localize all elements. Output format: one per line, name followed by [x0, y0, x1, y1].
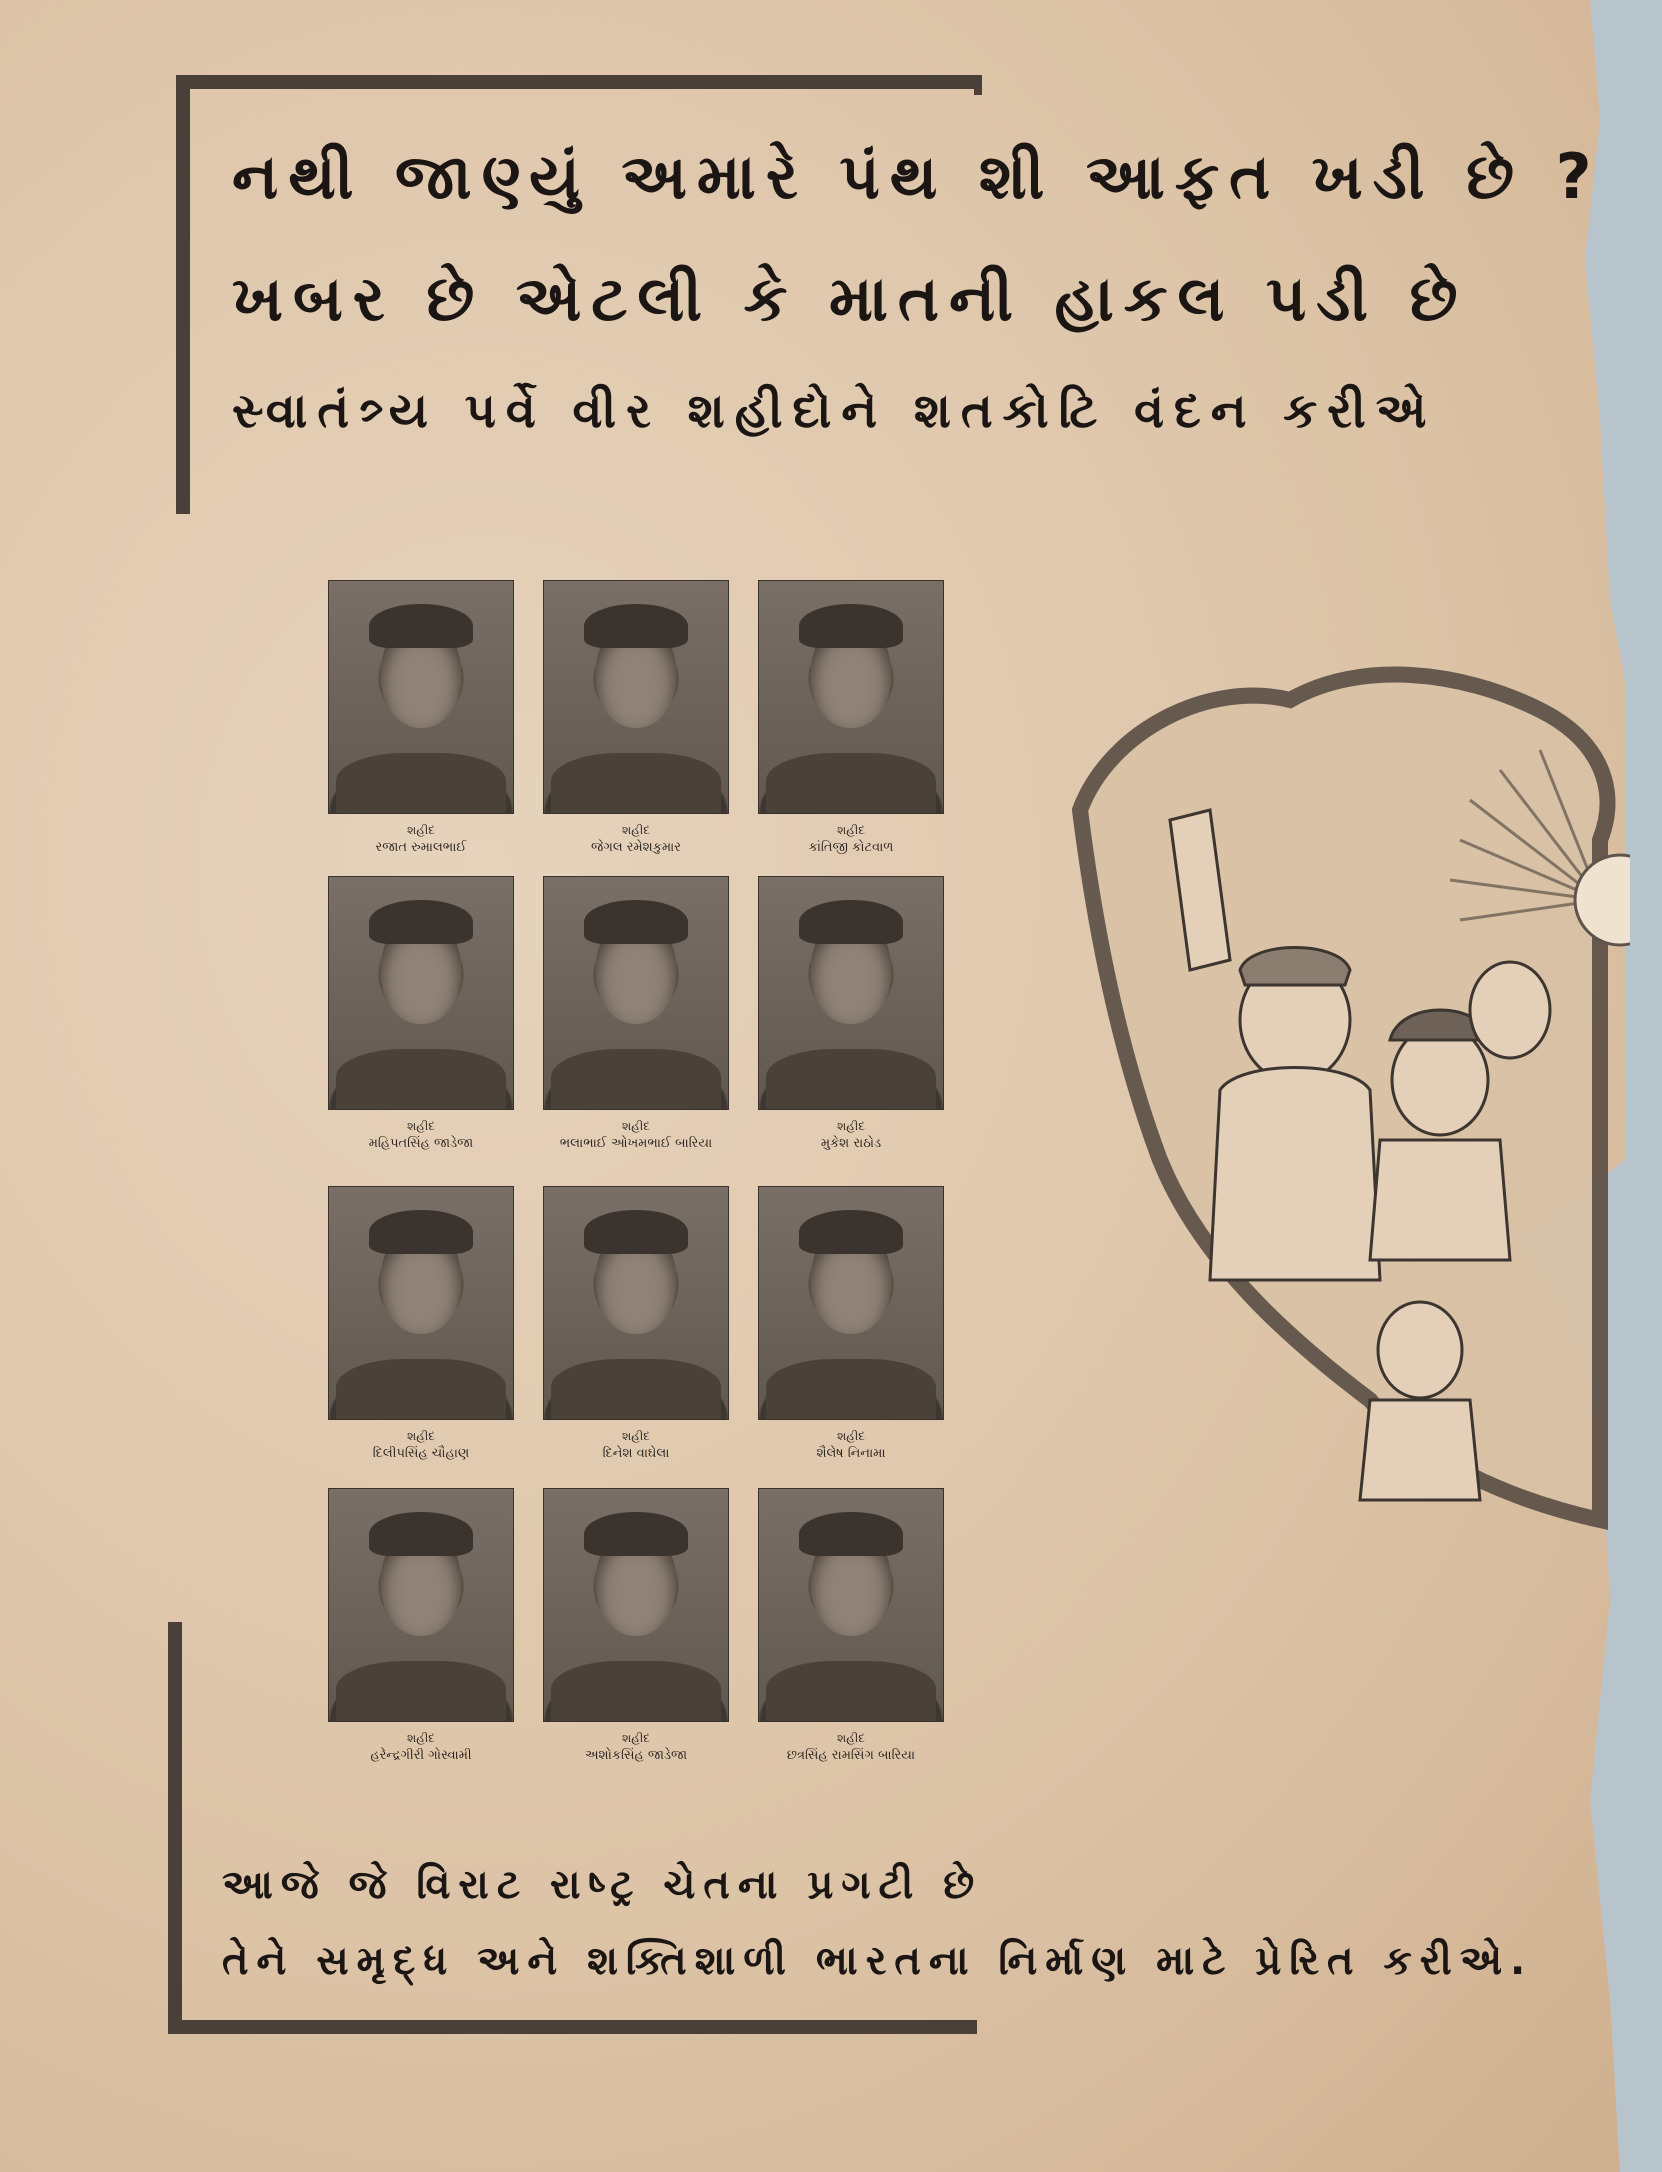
martyr-photo — [758, 876, 944, 1110]
martyr-photo — [328, 876, 514, 1110]
martyr-title: શહીદ — [407, 823, 435, 837]
martyr-caption — [328, 1118, 514, 1152]
martyr-title: શહીદ — [837, 1119, 865, 1133]
martyr-name: દિનેશ વાઘેલા — [602, 1446, 670, 1461]
martyr-caption — [758, 822, 944, 856]
martyr-card — [543, 1186, 729, 1462]
martyr-caption — [543, 822, 729, 856]
martyr-caption — [328, 822, 514, 856]
martyr-name: મુકેશ રાઠોડ — [820, 1136, 882, 1151]
martyr-name: જેગલ રમેશકુમાર — [591, 840, 681, 855]
martyr-photo — [543, 1186, 729, 1420]
martyr-caption — [543, 1428, 729, 1462]
martyr-card — [543, 876, 729, 1152]
martyr-caption — [543, 1118, 729, 1152]
martyr-card — [328, 580, 514, 856]
martyr-name: દિલીપસિંહ ચૌહાણ — [372, 1446, 470, 1461]
martyr-photo — [543, 876, 729, 1110]
martyr-caption — [328, 1428, 514, 1462]
martyr-name: અશોકસિંહ જાડેજા — [584, 1748, 688, 1763]
headline-line-2: ખબર છે એટલી કે માતની હાકલ પડી છે — [232, 262, 1468, 335]
footer-line-1: આજે જે વિરાટ રાષ્ટ્ર ચેતના પ્રગટી છે — [222, 1862, 983, 1908]
martyr-photo — [758, 580, 944, 814]
headline-subtitle: સ્વાતંત્ર્ય પર્વે વીર શહીદોને શતકોટિ વંદન કરીએ — [232, 383, 1437, 439]
martyr-title: શહીદ — [407, 1429, 435, 1443]
martyr-photo — [328, 580, 514, 814]
martyr-card — [758, 580, 944, 856]
martyr-title: શહીદ — [407, 1731, 435, 1745]
martyr-caption — [758, 1428, 944, 1462]
martyr-name: છત્રસિંહ રામસિંગ બારિયા — [786, 1748, 916, 1763]
martyr-photo — [758, 1186, 944, 1420]
martyr-card — [543, 580, 729, 856]
martyr-name: કાંતિજી કોટવાળ — [808, 840, 894, 855]
martyr-name: મહિપતસિંહ જાડેજા — [368, 1136, 474, 1151]
martyr-card — [328, 1186, 514, 1462]
martyr-name: રજાત રુમાલભાઈ — [375, 840, 467, 855]
martyr-title: શહીદ — [837, 823, 865, 837]
martyr-card — [758, 1186, 944, 1462]
martyr-name: ભલાભાઈ ઓખમભાઈ બારિયા — [559, 1136, 713, 1151]
martyr-name: હરેન્દ્રગીરી ગોસ્વામી — [370, 1748, 472, 1763]
headline-line-1: નથી જાણ્યું અમારે પંથ શી આફત ખડી છે ? — [232, 140, 1602, 213]
martyr-title: શહીદ — [837, 1429, 865, 1443]
martyr-photo — [328, 1186, 514, 1420]
martyr-caption — [758, 1118, 944, 1152]
india-map-illustration — [1040, 640, 1630, 1540]
martyr-title: શહીદ — [622, 1731, 650, 1745]
martyr-title: શહીદ — [837, 1731, 865, 1745]
martyr-card — [328, 876, 514, 1152]
martyr-name: શૈલેષ નિનામા — [816, 1446, 886, 1461]
footer-line-2: તેને સમૃદ્ધ અને શક્તિશાળી ભારતના નિર્માણ માટે પ્રેરિત કરીએ. — [222, 1938, 1534, 1984]
martyr-title: શહીદ — [407, 1119, 435, 1133]
martyr-title: શહીદ — [622, 1119, 650, 1133]
martyr-photo — [543, 580, 729, 814]
martyr-title: શહીદ — [622, 1429, 650, 1443]
martyr-title: શહીદ — [622, 823, 650, 837]
martyr-card — [758, 876, 944, 1152]
